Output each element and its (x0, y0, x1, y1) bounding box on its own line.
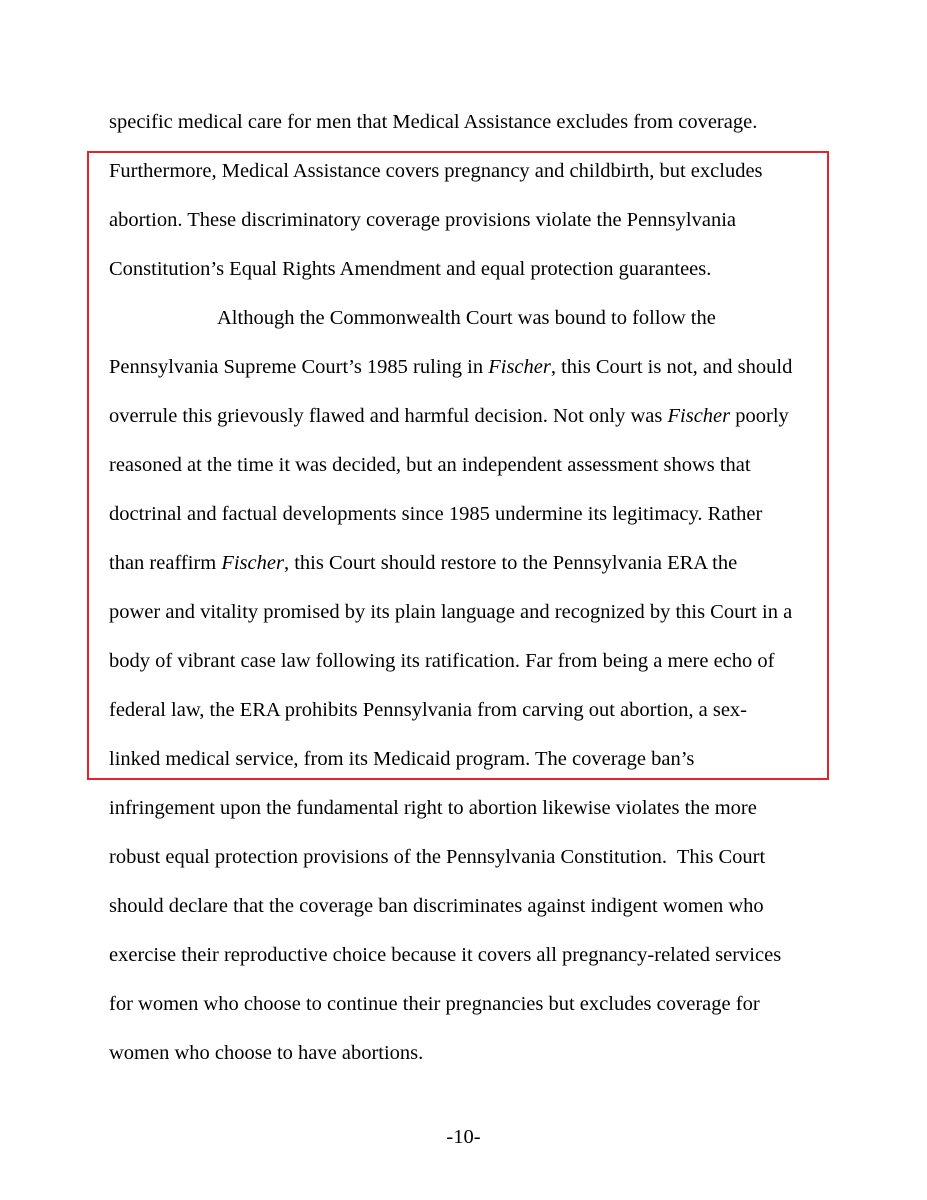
text-segment: doctrinal and factual developments since 1985 undermine its legitimacy. Rather (109, 503, 763, 525)
text-segment: , this Court is not, and should (550, 356, 793, 378)
text-line-5-paragraph-start (217, 306, 716, 330)
text-segment: women who choose to have abortions. (109, 1042, 424, 1064)
text-line-20 (109, 1041, 423, 1065)
text-line-16 (109, 845, 765, 869)
text-line-15 (109, 796, 757, 820)
text-line-9 (109, 502, 762, 526)
text-line-19 (109, 992, 760, 1016)
text-segment: should declare that the coverage ban discriminates against indigent women who (109, 895, 764, 917)
text-line-6 (109, 355, 792, 379)
text-line-14 (109, 747, 694, 771)
text-segment: body of vibrant case law following its ratification. Far from being a mere echo of (109, 650, 775, 672)
text-segment: infringement upon the fundamental right to abortion likewise violates the more (109, 797, 757, 819)
text-segment: reasoned at the time it was decided, but an independent assessment shows that (109, 454, 751, 476)
text-line-10 (109, 551, 737, 575)
text-segment: robust equal protection provisions of the Pennsylvania Constitution. This Court (109, 846, 766, 868)
text-line-12 (109, 649, 774, 673)
case-name-italic: Fischer (488, 356, 551, 378)
text-segment: poorly (730, 405, 789, 427)
text-line-7 (109, 404, 789, 428)
text-segment: , this Court should restore to the Pennsylvania ERA the (283, 552, 738, 574)
text-line-13 (109, 698, 747, 722)
text-segment: overrule this grievously flawed and harmful decision. Not only was (109, 405, 668, 427)
text-line-3 (109, 208, 736, 232)
text-segment: Pennsylvania Supreme Court’s 1985 ruling in (109, 356, 489, 378)
text-line-17 (109, 894, 764, 918)
case-name-italic: Fischer (667, 405, 731, 427)
text-segment: power and vitality promised by its plain language and recognized by this Court in a (109, 601, 793, 623)
text-segment: linked medical service, from its Medicaid program. The coverage ban’s (109, 748, 695, 770)
page-number: -10- (446, 1126, 481, 1148)
text-segment: abortion. These discriminatory coverage provisions violate the Pennsylvania (109, 209, 736, 231)
text-line-18 (109, 943, 781, 967)
text-segment: specific medical care for men that Medical Assistance excludes from coverage. (109, 111, 758, 133)
text-line-2 (109, 159, 763, 183)
text-line-4 (109, 257, 711, 281)
text-segment: Furthermore, Medical Assistance covers pregnancy and childbirth, but excludes (109, 160, 763, 182)
case-name-italic: Fischer (221, 552, 284, 574)
text-segment: Although the Commonwealth Court was bound to follow the (217, 307, 716, 329)
text-segment: for women who choose to continue their pregnancies but excludes coverage for (109, 993, 760, 1015)
text-line-1 (109, 110, 757, 134)
text-segment: federal law, the ERA prohibits Pennsylvania from carving out abortion, a sex- (109, 699, 747, 721)
text-segment: than reaffirm (109, 552, 222, 574)
text-line-11 (109, 600, 792, 624)
text-segment: exercise their reproductive choice because it covers all pregnancy-related services (109, 944, 782, 966)
text-segment: Constitution’s Equal Rights Amendment and equal protection guarantees. (109, 258, 712, 280)
text-line-8 (109, 453, 751, 477)
